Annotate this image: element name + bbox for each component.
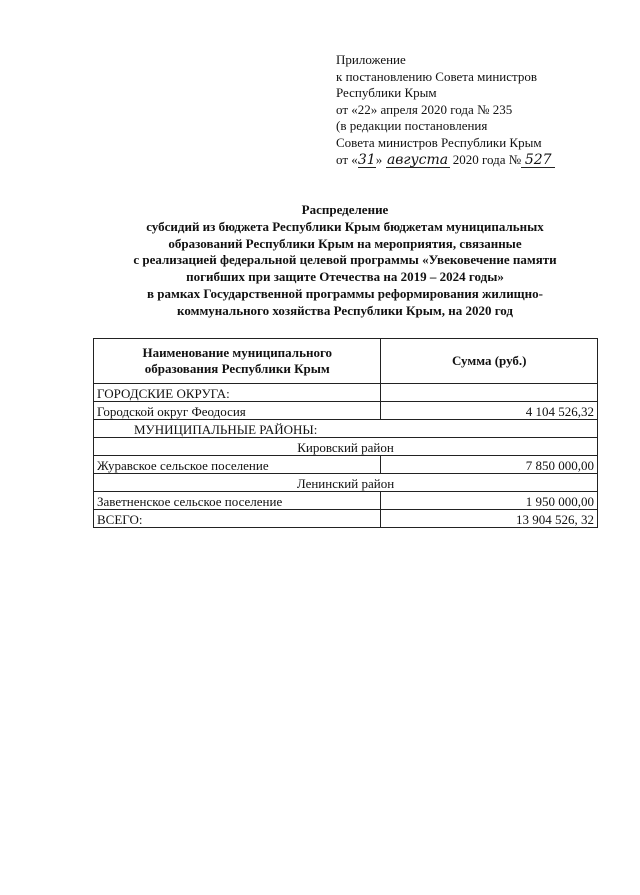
- subsidy-table: [93, 338, 598, 528]
- district-kirov: Кировский район: [94, 438, 598, 456]
- date-year: 2020 года №: [452, 151, 522, 167]
- row-name: Заветненское сельское поселение: [94, 492, 381, 510]
- table-row: [94, 384, 598, 402]
- section-urban: ГОРОДСКИЕ ОКРУГА:: [94, 384, 381, 402]
- district-lenin: Ленинский район: [94, 474, 598, 492]
- title-line: с реализацией федеральной целевой программы «Увековечение памяти: [133, 252, 557, 268]
- title-line: в рамках Государственной программы реформирования жилищно-: [147, 285, 543, 301]
- title-line: Распределение: [301, 202, 389, 217]
- row-sum: 7 850 000,00: [381, 456, 598, 474]
- table-header-row: [94, 339, 598, 384]
- empty-cell: [381, 384, 598, 402]
- table-row: [94, 510, 598, 528]
- appendix-line: Совета министров Республики Крым: [336, 134, 542, 150]
- appendix-line: (в редакции постановления: [336, 118, 488, 134]
- handwritten-number: 527: [521, 154, 555, 168]
- appendix-block: [336, 52, 626, 168]
- row-sum: 4 104 526,32: [381, 402, 598, 420]
- title-line: погибших при защите Отечества на 2019 – 2024 годы»: [186, 269, 504, 285]
- total-sum: 13 904 526, 32: [381, 510, 598, 528]
- table-row: [94, 420, 598, 438]
- handwritten-month: августа: [386, 151, 449, 168]
- appendix-line: Приложение: [336, 52, 406, 67]
- date-quote: »: [375, 151, 383, 167]
- table-row: [94, 456, 598, 474]
- title-line: образований Республики Крым на мероприятия, связанные: [168, 235, 522, 251]
- header-name-line: образования Республики Крым: [144, 361, 330, 376]
- row-name: Городской округ Феодосия: [94, 402, 381, 420]
- table-row: [94, 492, 598, 510]
- table-row: [94, 438, 598, 456]
- title-line: субсидий из бюджета Республики Крым бюджетам муниципальных: [146, 218, 544, 234]
- row-name: Журавское сельское поселение: [94, 456, 381, 474]
- date-prefix: от «: [336, 151, 358, 167]
- total-label: ВСЕГО:: [94, 510, 381, 528]
- appendix-amendment-date: [336, 152, 626, 169]
- appendix-line: к постановлению Совета министров: [336, 68, 537, 84]
- handwritten-day: 31: [357, 151, 376, 168]
- header-name-cell: [94, 339, 381, 384]
- table-row: [94, 402, 598, 420]
- appendix-line: Республики Крым: [336, 85, 437, 101]
- row-sum: 1 950 000,00: [381, 492, 598, 510]
- table-row: [94, 474, 598, 492]
- appendix-line: от «22» апреля 2020 года № 235: [336, 101, 513, 117]
- header-sum-cell: Сумма (руб.): [381, 339, 598, 384]
- header-name-line: Наименование муниципального: [142, 345, 333, 360]
- title-line: коммунального хозяйства Республики Крым, на 2020 год: [177, 302, 513, 318]
- document-title: [60, 202, 630, 320]
- section-districts: МУНИЦИПАЛЬНЫЕ РАЙОНЫ:: [94, 420, 598, 438]
